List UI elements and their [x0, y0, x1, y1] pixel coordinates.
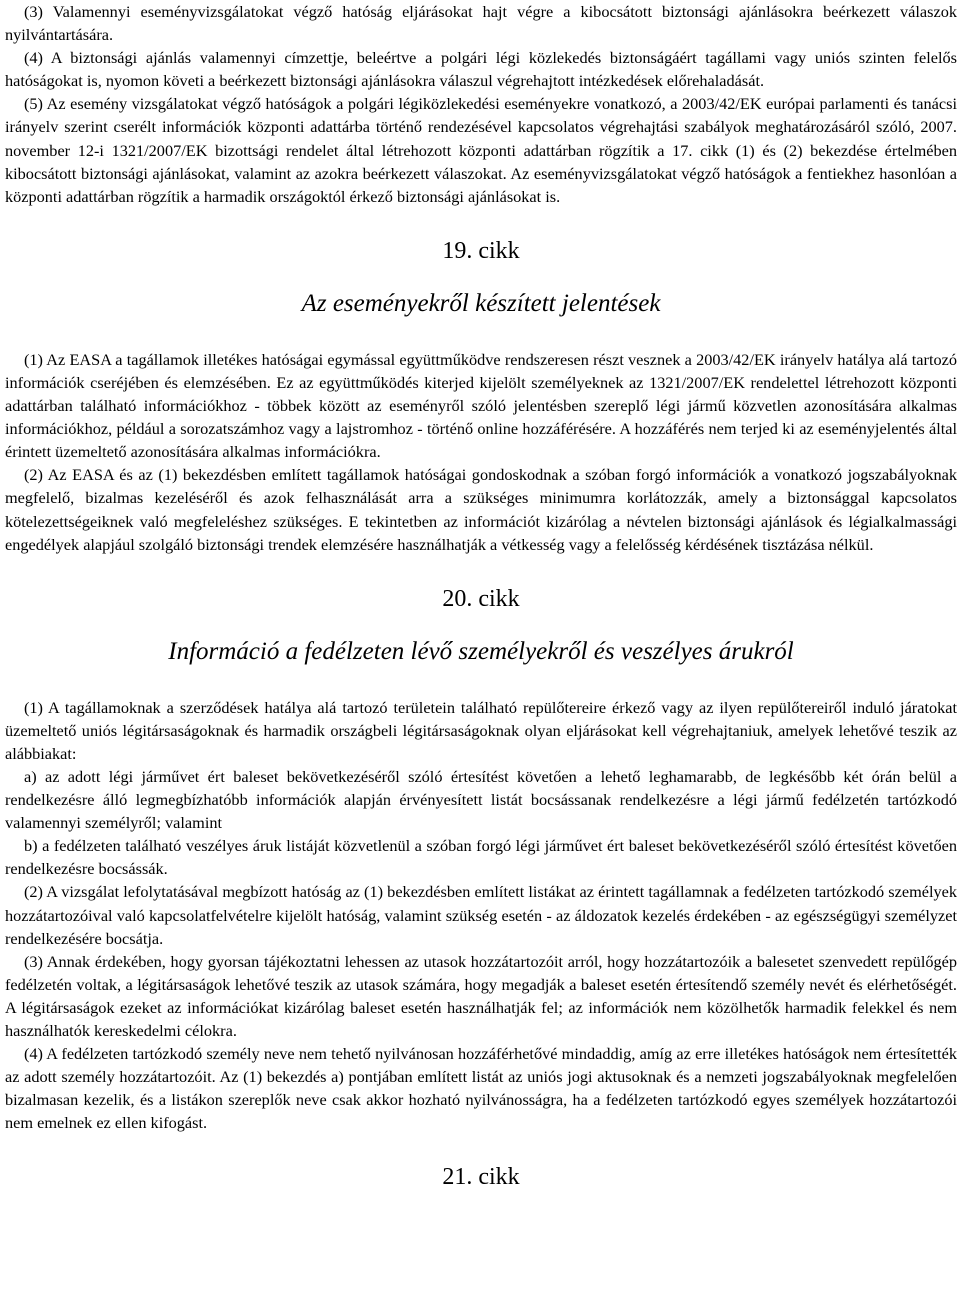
paragraph-18-3: (3) Valamennyi eseményvizsgálatokat végző hatóság eljárásokat hajt végre a kibocsátott biztonsági ajánlásokra beérkezett válaszok nyilvántartására.: [5, 2, 957, 45]
document-page: [5, 0, 957, 1192]
paragraph-20-2: (2) A vizsgálat lefolytatásával megbízott hatóság az (1) bekezdésben említett listákat az érintett tagállamnak a fedélzeten tartózkodó személyek hozzátartozóival való kapcsolatfelvételre kijelölt hatóság, valamint szükség esetén - az áldozatok kezelés érdekében - az egészségügyi személyzet rendelkezésére bocsátja.: [5, 882, 957, 948]
paragraph-20-3: (3) Annak érdekében, hogy gyorsan tájékoztatni lehessen az utasok hozzátartozóit arról, hogy hozzátartozóik a balesetet szenvedett repülőgép fedélzetén voltak, a légitársaságok lehetővé teszik az utasok számára, hogy megadják a baleset esetén értesítendő személy nevét és elérhetőségét. A légitársaságok ezeket az információkat kizárólag baleset esetén használhatják fel; az információk nem közölhetők harmadik felekkel és nem használhatók kereskedelmi célokra.: [5, 951, 957, 1040]
article-20-title: Információ a fedélzeten lévő személyekről és veszélyes árukról: [168, 637, 794, 665]
paragraph-18-4: (4) A biztonsági ajánlás valamennyi címzettje, beleértve a polgári légi közlekedés biztonságáért tagállami vagy uniós szinten felelős hatóságokat is, nyomon követi a beérkezett biztonsági ajánlásokra válaszul végrehajtott intézkedések előrehaladását.: [5, 48, 957, 91]
paragraph-18-5: (5) Az esemény vizsgálatokat végző hatóságok a polgári légiközlekedési eseményekre vonatkozó, a 2003/42/EK európai parlamenti és tanácsi irányelv szerint cserélt információk központi adattárba történő rendezésével kapcsolatos végrehajtási szabályok meghatározásáról szóló, 2007. november 12-i 1321/2007/EK bizottsági rendelet által létrehozott központi adattárban rögzítik a 17. cikk (1) és (2) bekezdése értelmében kibocsátott biztonsági ajánlásokat, valamint az azokra beérkezett válaszokat. Az eseményvizsgálatokat végző hatóságok a fentiekhez hasonlóan a központi adattárban rögzítik a harmadik országoktól érkező biztonsági ajánlásokat is.: [5, 94, 957, 206]
paragraph-19-2: (2) Az EASA és az (1) bekezdésben említett tagállamok hatóságai gondoskodnak a szóban forgó információk a vonatkozó jogszabályoknak megfelelő, bizalmas kezeléséről és azok felhasználását arra a szükséges minimumra korlátozzák, amely a biztonsággal kapcsolatos kötelezettségeiknek való megfeleléshez szükséges. E tekintetben az információt kizárólag a névtelen biztonsági ajánlások és légialkalmassági engedélyek alapjául szolgáló biztonsági trendek elemzésére használhatják a vétkesség vagy a felelősség kérdésének tisztázása nélkül.: [5, 465, 957, 554]
paragraph-19-1: (1) Az EASA a tagállamok illetékes hatóságai egymással együttműködve rendszeresen részt vesznek a 2003/42/EK irányelv hatálya alá tartozó információk cseréjében és elemzésében. Ez az együttműködés kiterjed kijelölt személyeknek az 1321/2007/EK rendelettel létrehozott központi adattárban található információkhoz - többek között az eseményről szóló jelentésben szereplő légi jármű közvetlen azonosítására alkalmas információkhoz, például a sorozatszámhoz vagy a lajstromhoz - történő online hozzáférésére. A hozzáférés nem terjed ki az eseményjelentés által érintett üzemeltető azonosítására alkalmas információkra.: [5, 349, 957, 462]
paragraph-20-1-a: a) az adott légi járművet ért baleset bekövetkezéséről szóló értesítést követően a lehető leghamarabb, de legkésőbb két órán belül a rendelkezésre álló legmegbízhatóbb információk alapján érvényesített listát bocsássanak rendelkezésre a légi jármű fedélzetén tartózkodó valamennyi személyről; valamint: [5, 766, 957, 833]
paragraph-20-4: (4) A fedélzeten tartózkodó személy neve nem tehető nyilvánosan hozzáférhetővé mindaddig, amíg az erre illetékes hatóságok nem értesítették az adott személy hozzátartozóit. Az (1) bekezdés a) pontjában említett listát az uniós jogi aktusoknak és a nemzeti jogszabályoknak megfelelően bizalmasan kezelik, és a listákon szereplők neve csak akkor hozható nyilvánosságra, ha a fedélzeten tartózkodó egyes személyek hozzátartozói nem emelnek ez ellen kifogást.: [5, 1044, 957, 1133]
article-20-number: 20. cikk: [442, 585, 520, 612]
paragraph-20-1-b: b) a fedélzeten található veszélyes áruk listáját közvetlenül a szóban forgó légi járművet ért baleset bekövetkezéséről szóló értesítést követően rendelkezésre bocsássák.: [5, 836, 957, 879]
article-19-number: 19. cikk: [442, 237, 520, 264]
paragraph-20-1: (1) A tagállamoknak a szerződések hatálya alá tartozó területein található repülőtereire érkező vagy az ilyen repülőtereiről induló járatokat üzemeltető uniós légitársaságoknak és harmadik országbeli légitársaságoknak olyan eljárásokat kell végrehajtaniuk, amelyek lehetővé teszik az alábbiakat:: [5, 697, 957, 763]
article-21-number: 21. cikk: [442, 1164, 520, 1191]
article-19-title: Az eseményekről készített jelentések: [301, 289, 661, 317]
